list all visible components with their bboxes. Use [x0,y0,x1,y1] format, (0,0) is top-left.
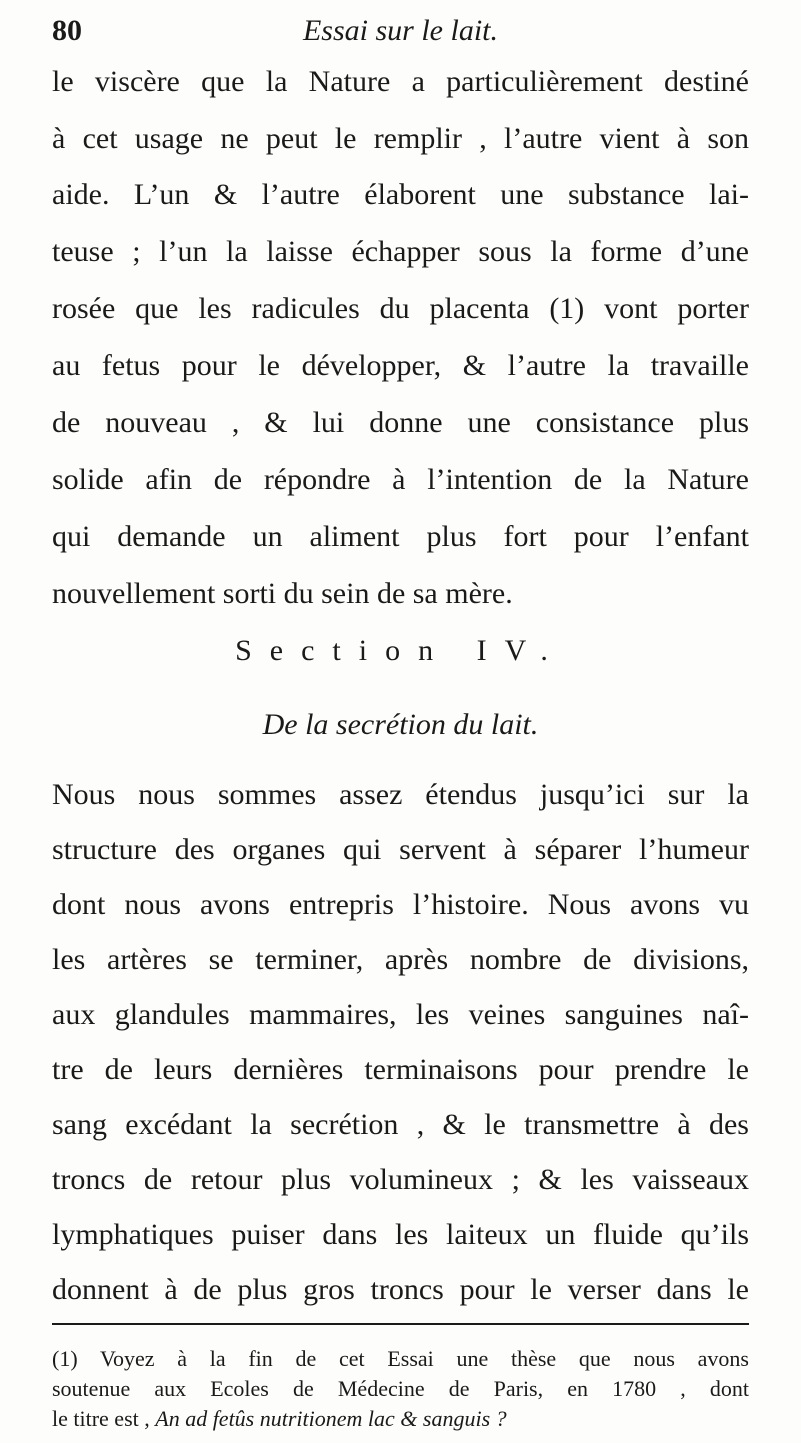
text-line: le viscère que la Nature a particulièrement destiné [52,65,749,98]
running-head [52,14,749,54]
footnote-line: (1) Voyez à la fin de cet Essai une thèse que nous avons [52,1346,749,1371]
text-line: troncs de retour plus volumineux ; & les vaisseaux [52,1163,749,1196]
running-title: Essai sur le lait. [302,14,498,47]
footnote-line: soutenue aux Ecoles de Médecine de Paris, en 1780 , dont [52,1376,749,1401]
text-line: rosée que les radicules du placenta (1) vont porter [52,292,749,325]
text-line: aux glandules mammaires, les veines sanguines naî- [52,998,749,1031]
text-line: teuse ; l’un la laisse échapper sous la forme d’une [52,235,749,268]
text-line: donnent à de plus gros troncs pour le verser dans le [52,1273,749,1306]
footnote-line [52,1404,749,1434]
text-line: Nous nous sommes assez étendus jusqu’ici sur la [52,778,749,811]
text-line: au fetus pour le développer, & l’autre la travaille [52,349,749,382]
footnote-rule [52,1323,749,1325]
text-line: les artères se terminer, après nombre de divisions, [52,943,749,976]
text-line: solide afin de répondre à l’intention de la Nature [52,463,749,496]
footnote-prefix: le titre est , [52,1406,150,1431]
text-line: dont nous avons entrepris l’histoire. Nous avons vu [52,888,749,921]
text-line: structure des organes qui servent à séparer l’humeur [52,833,749,866]
text-line: lymphatiques puiser dans les laiteux un fluide qu’ils [52,1218,749,1251]
text-line: nouvellement sorti du sein de sa mère. [52,577,513,610]
text-line: qui demande un aliment plus fort pour l’enfant [52,520,749,553]
text-line: aide. L’un & l’autre élaborent une substance lai- [52,178,749,211]
text-line: à cet usage ne peut le remplir , l’autre vient à son [52,122,749,155]
text-line: de nouveau , & lui donne une consistance plus [52,406,749,439]
text-line: sang excédant la secrétion , & le transmettre à des [52,1108,749,1141]
section-heading: Section IV. [235,634,566,667]
text-line: tre de leurs dernières terminaisons pour prendre le [52,1053,749,1086]
page-number: 80 [52,14,82,47]
footnote-thesis-title: An ad fetûs nutritionem lac & sanguis ? [155,1406,507,1431]
section-subtitle: De la secrétion du lait. [262,708,539,741]
